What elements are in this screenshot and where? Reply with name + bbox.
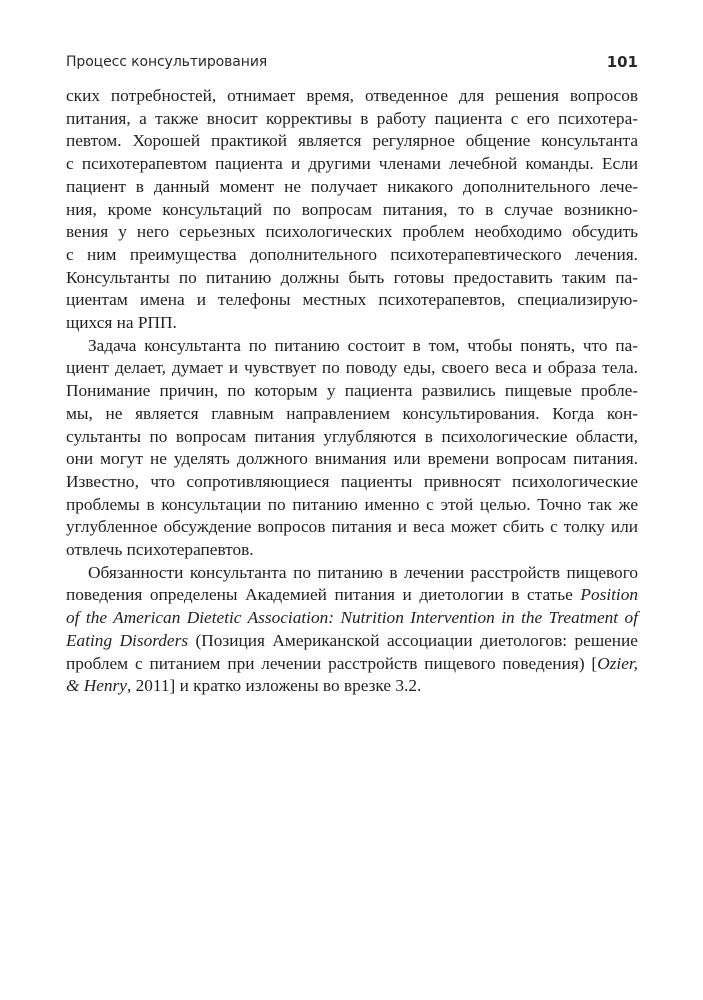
italic-title: of the American Dietetic Association: Nutrition Intervention in the Treatment of <box>66 608 638 628</box>
citation-author: Ozier, <box>597 653 638 673</box>
body-text <box>66 85 638 698</box>
running-title: Процесс консультирования <box>66 54 268 70</box>
text-segment: поведения определены Академией питания и диетологии в статье <box>66 585 573 605</box>
text-segment: (Позиция Американской ассоциации диетологов: решение <box>195 630 638 650</box>
text-segment: , 2011] и кратко изложены во врезке 3.2. <box>126 676 422 696</box>
text-line: отвлечь психотерапевтов. <box>66 540 254 560</box>
text-line: проблемы в консультации по питанию именно с этой целью. Точно так же <box>66 494 638 514</box>
text-line: с ним преимущества дополнительного психотерапевтического лечения. <box>66 244 638 264</box>
text-line: циент делает, думает и чувствует по поводу еды, своего веса и образа тела. <box>66 358 638 378</box>
italic-title: Position <box>580 585 638 605</box>
citation-author: & Henry <box>66 676 127 696</box>
paragraph-1 <box>66 85 638 335</box>
text-line: Известно, что сопротивляющиеся пациенты привносят психологические <box>66 471 638 491</box>
text-line: щихся на РПП. <box>66 313 177 333</box>
text-line: мы, не является главным направлением консультирования. Когда кон- <box>66 403 638 423</box>
text-line: Задача консультанта по питанию состоит в том, чтобы понять, что па- <box>88 335 638 355</box>
text-line: Консультанты по питанию должны быть готовы предоставить таким па- <box>66 267 638 287</box>
page-header <box>66 51 638 73</box>
italic-title: Eating Disorders <box>66 630 189 650</box>
text-line <box>66 607 638 630</box>
text-line: ния, кроме консультаций по вопросам питания, то в случае возникно- <box>66 199 638 219</box>
text-line: углубленное обсуждение вопросов питания и веса может сбить с толку или <box>66 517 638 537</box>
text-line <box>66 675 638 698</box>
page-number: 101 <box>606 53 638 71</box>
text-line: питания, а также вносит коррективы в работу пациента с его психотера- <box>66 108 638 128</box>
text-line <box>66 630 638 653</box>
text-line <box>66 584 638 607</box>
paragraph-2 <box>66 335 638 562</box>
text-segment: проблем с питанием при лечении расстройств пищевого поведения) [ <box>66 653 598 673</box>
text-line: с психотерапевтом пациента и другими членами лечебной команды. Если <box>66 154 638 174</box>
text-line: Обязанности консультанта по питанию в лечении расстройств пищевого <box>88 562 638 582</box>
text-line: певтом. Хорошей практикой является регулярное общение консультанта <box>66 131 638 151</box>
text-line: циентам имена и телефоны местных психотерапевтов, специализирую- <box>66 290 638 310</box>
text-line: они могут не уделять должного внимания или времени вопросам питания. <box>66 449 638 469</box>
text-line: ских потребностей, отнимает время, отведенное для решения вопросов <box>66 86 638 105</box>
paragraph-3 <box>66 562 638 698</box>
text-line: вения у него серьезных психологических проблем необходимо обсудить <box>66 222 638 242</box>
text-line <box>66 653 638 676</box>
text-line: сультанты по вопросам питания углубляются в психологические области, <box>66 426 638 446</box>
text-line: Понимание причин, по которым у пациента развились пищевые пробле- <box>66 381 638 401</box>
text-line: пациент в данный момент не получает никакого дополнительного лече- <box>66 176 638 196</box>
